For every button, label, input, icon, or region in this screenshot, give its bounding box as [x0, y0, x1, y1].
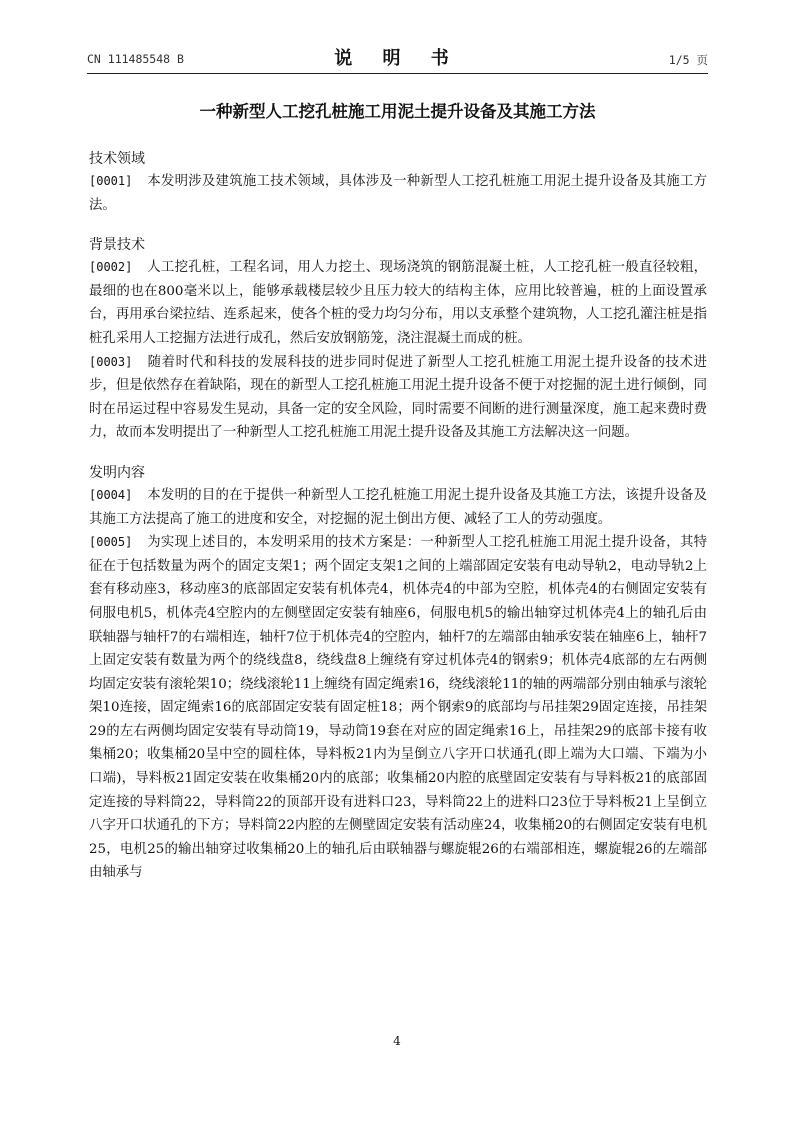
paragraph-text: 本发明涉及建筑施工技术领域，具体涉及一种新型人工挖孔桩施工用泥土提升设备及其施工方法。	[89, 174, 707, 213]
paragraph	[89, 256, 707, 350]
section-invention-content	[89, 462, 707, 885]
paragraph	[89, 170, 707, 217]
paragraph-number: [0004]	[89, 487, 133, 502]
page-header	[87, 44, 708, 72]
paragraph-number: [0005]	[89, 535, 133, 550]
paragraph-text: 人工挖孔桩，工程名词，用人力挖土、现场浇筑的钢筋混凝土桩，人工挖孔桩一般直径较粗，最细的也在800毫米以上，能够承载楼层较少且压力较大的结构主体，应用比较普遍，桩的上面设置承台，再用承台梁拉结、连系起来，使各个桩的受力均匀分布，用以支承整个建筑物，人工挖孔灌注桩是指桩孔采用人工挖掘方法进行成孔，然后安放钢筋笼，浇注混凝土而成的桩。	[89, 260, 707, 346]
paragraph	[89, 351, 707, 445]
publication-number: CN 111485548 B	[87, 52, 184, 66]
section-technical-field	[89, 148, 707, 217]
paragraph	[89, 484, 707, 531]
section-background	[89, 234, 707, 445]
section-heading: 技术领域	[89, 151, 145, 167]
paragraph-text: 随着时代和科技的发展科技的进步同时促进了新型人工挖孔桩施工用泥土提升设备的技术进步，但是依然存在着缺陷，现在的新型人工挖孔桩施工用泥土提升设备不便于对挖掘的泥土进行倾倒，同时在吊运过程中容易发生晃动，具备一定的安全风险，同时需要不间断的进行测量深度，施工起来费时费力，故而本发明提出了一种新型人工挖孔桩施工用泥土提升设备及其施工方法解决这一问题。	[89, 354, 707, 441]
section-heading: 背景技术	[89, 237, 145, 254]
paragraph-number: [0002]	[89, 260, 133, 275]
section-heading: 发明内容	[89, 464, 145, 481]
page-indicator: 1/5 页	[668, 53, 708, 67]
header-rule	[87, 73, 708, 74]
document-type-title: 说 明 书	[334, 48, 461, 69]
paragraph	[89, 531, 707, 885]
paragraph-text: 本发明的目的在于提供一种新型人工挖孔桩施工用泥土提升设备及其施工方法，该提升设备及其施工方法提高了施工的进度和安全，对挖掘的泥土倒出方便、减轻了工人的劳动强度。	[89, 487, 707, 527]
page-number: 4	[393, 1034, 401, 1048]
paragraph-number: [0003]	[89, 354, 133, 369]
paragraph-text: 为实现上述目的，本发明采用的技术方案是：一种新型人工挖孔桩施工用泥土提升设备，其特征在于包括数量为两个的固定支架1；两个固定支架1之间的上端部固定安装有电动导轨2，电动导轨2上套有移动座3，移动座3的底部固定安装有机体壳4，机体壳4的中部为空腔，机体壳4的右侧固定安装有伺服电机5，机体壳4空腔内的左侧壁固定安装有轴座6，伺服电机5的输出轴穿过机体壳4上的轴孔后由联轴器与轴杆7的右端相连，轴杆7位于机体壳4的空腔内，轴杆7的左端部由轴承安装在轴座6上，轴杆7上固定安装有数量为两个的绕线盘8，绕线盘8上缠绕有穿过机体壳4的钢索9；机体壳4底部的左右两侧均固定安装有滚轮架10；绕线滚轮11上缠绕有固定绳索16，绕线滚轮11的轴的两端部分别由轴承与滚轮架10连接，固定绳索16的底部固定安装有固定桩18；两个钢索9的底部均与吊挂架29固定连接，吊挂架29的左右两侧均固定安装有导动筒19，导动筒19套在对应的固定绳索16上，吊挂架29的底部卡接有收集桶20；收集桶20呈中空的圆柱体，导料板21内为呈倒立八字开口状通孔(即上端为大口端、下端为小口端)，导料板21固定安装在收集桶20内的底部；收集桶20内腔的底壁固定安装有与导料板21的底部固定连接的导料筒22，导料筒22的顶部开设有进料口23，导料筒22上的进料口23位于导料板21上呈倒立八字开口状通孔的下方；导料筒22内腔的左侧壁固定安装有活动座24，收集桶20的右侧固定安装有电机25，电机25的输出轴穿过收集桶20上的轴孔后由联轴器与螺旋辊26的右端部相连，螺旋辊26的左端部由轴承与	[89, 535, 707, 881]
document-body	[89, 148, 707, 885]
paragraph-number: [0001]	[89, 174, 133, 188]
document-title: 一种新型人工挖孔桩施工用泥土提升设备及其施工方法	[199, 102, 596, 121]
